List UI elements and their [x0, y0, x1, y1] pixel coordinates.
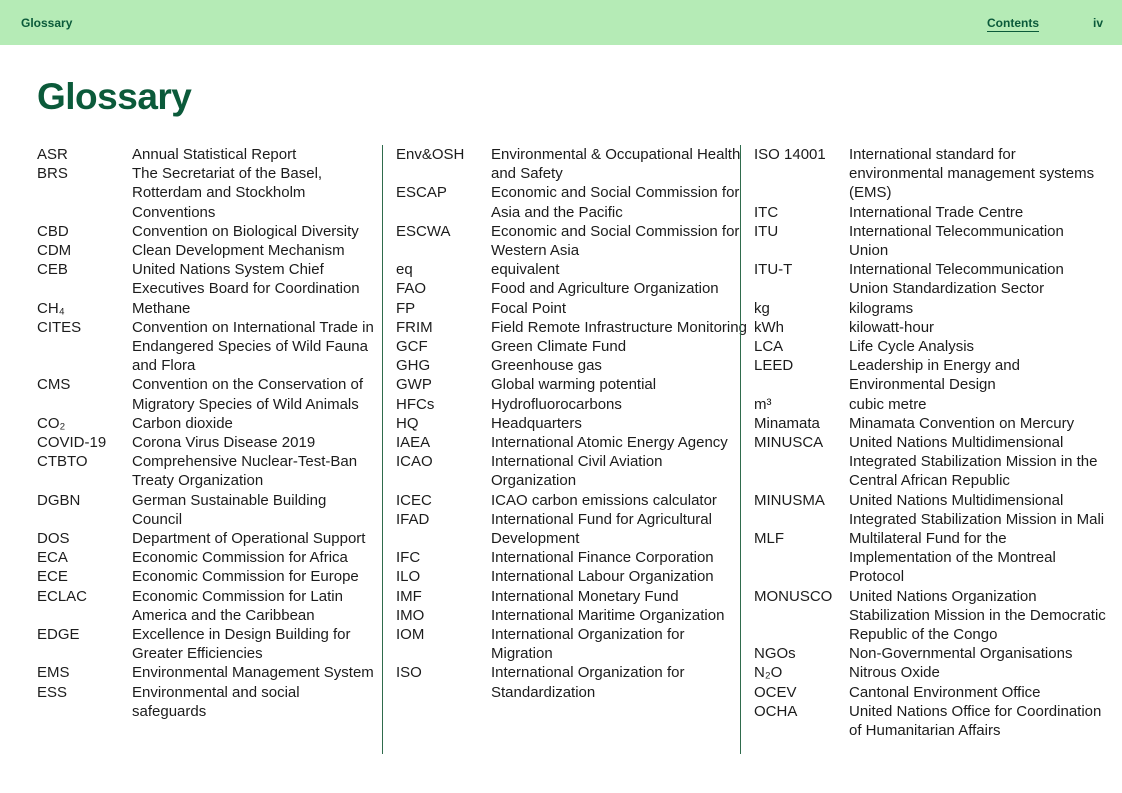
glossary-abbreviation: DGBN [37, 491, 81, 509]
glossary-entry [396, 414, 748, 433]
glossary-entry [37, 587, 377, 625]
glossary-abbreviation: GCF [396, 338, 428, 356]
glossary-definition: Economic Commission for Latin America and the Caribbean [132, 587, 343, 624]
glossary-entry [396, 433, 748, 452]
page-title: Glossary [37, 76, 192, 117]
glossary-definition: United Nations Organization Stabilization Mission in the Democratic Republic of the Congo [849, 587, 1106, 644]
glossary-definition: International Monetary Fund [491, 587, 679, 605]
glossary-abbreviation: N₂O [754, 664, 783, 682]
glossary-definition: Environmental & Occupational Health and Safety [491, 146, 741, 183]
glossary-abbreviation: CH₄ [37, 299, 65, 317]
glossary-definition: German Sustainable Building Council [132, 491, 327, 528]
glossary-entry [396, 299, 748, 318]
glossary-entry [37, 222, 377, 241]
glossary-abbreviation: EMS [37, 664, 70, 682]
glossary-abbreviation: eq [396, 261, 413, 279]
glossary-entry [754, 529, 1106, 587]
glossary-definition: Economic Commission for Europe [132, 568, 359, 586]
glossary-abbreviation: ITC [754, 203, 779, 221]
glossary-definition: Economic Commission for Africa [132, 549, 348, 567]
glossary-abbreviation: DOS [37, 530, 70, 548]
glossary-definition: Convention on the Conservation of Migratory Species of Wild Animals [132, 376, 363, 413]
glossary-definition: Economic and Social Commission for Asia and the Pacific [491, 184, 740, 221]
glossary-abbreviation: IMF [396, 587, 422, 605]
glossary-definition: Headquarters [491, 414, 582, 432]
glossary-abbreviation: GHG [396, 357, 431, 375]
glossary-definition: International Organization for Migration [491, 626, 685, 663]
glossary-entry [396, 548, 748, 567]
glossary-definition: Comprehensive Nuclear-Test-Ban Treaty Organization [132, 453, 358, 490]
glossary-entry [37, 567, 377, 586]
glossary-definition: Cantonal Environment Office [849, 683, 1041, 701]
glossary-definition: Green Climate Fund [491, 338, 627, 356]
glossary-entry [396, 356, 748, 375]
glossary-entry [37, 241, 377, 260]
glossary-abbreviation: Minamata [754, 414, 820, 432]
glossary-definition: Clean Development Mechanism [132, 242, 345, 260]
glossary-entry [396, 222, 748, 260]
glossary-definition: Multilateral Fund for the Implementation of the Montreal Protocol [849, 530, 1056, 586]
glossary-abbreviation: OCEV [754, 683, 797, 701]
glossary-definition: kilograms [849, 299, 914, 317]
glossary-abbreviation: MINUSCA [754, 434, 824, 452]
glossary-abbreviation: ESCAP [396, 184, 447, 202]
glossary-definition: Food and Agriculture Organization [491, 280, 719, 298]
glossary-abbreviation: ECLAC [37, 587, 88, 605]
glossary-abbreviation: ISO 14001 [754, 146, 826, 163]
top-bar [0, 0, 1122, 45]
glossary-entry [396, 395, 748, 414]
glossary-definition: Field Remote Infrastructure Monitoring [491, 318, 747, 336]
glossary-abbreviation: MONUSCO [754, 587, 833, 605]
glossary-entry [37, 145, 377, 164]
glossary-entry [396, 606, 748, 625]
glossary-entry [754, 683, 1106, 702]
glossary-abbreviation: Env&OSH [396, 146, 465, 163]
glossary-entry [754, 203, 1106, 222]
glossary-abbreviation: CITES [37, 318, 82, 336]
glossary-entry [396, 452, 748, 490]
glossary-definition: Hydrofluorocarbons [491, 395, 622, 413]
glossary-entry [754, 337, 1106, 356]
glossary-entry [754, 145, 1106, 203]
glossary-entry [754, 356, 1106, 394]
glossary-definition: Excellence in Design Building for Greater Efficiencies [132, 626, 351, 663]
glossary-abbreviation: ISO [396, 664, 422, 682]
glossary-entry [396, 183, 748, 221]
glossary-entry [37, 529, 377, 548]
glossary-abbreviation: ICAO [396, 453, 433, 471]
glossary-entry [37, 260, 377, 298]
glossary-definition: Environmental and social safeguards [132, 683, 300, 720]
glossary-abbreviation: BRS [37, 165, 68, 183]
glossary-entry [396, 510, 748, 548]
glossary-abbreviation: IOM [396, 626, 425, 644]
glossary-definition: Environmental Management System [132, 664, 374, 682]
glossary-definition: cubic metre [849, 395, 927, 413]
glossary-abbreviation: ECE [37, 568, 68, 586]
glossary-abbreviation: FAO [396, 280, 427, 298]
glossary-definition: International Fund for Agricultural Development [491, 510, 712, 548]
glossary-entry [396, 375, 748, 394]
glossary-definition: kilowatt-hour [849, 318, 935, 336]
glossary-abbreviation: GWP [396, 376, 432, 394]
glossary-abbreviation: OCHA [754, 702, 798, 720]
glossary-abbreviation: m³ [754, 395, 772, 413]
glossary-abbreviation: ECA [37, 549, 68, 567]
glossary-definition: International Telecommunication Union [849, 222, 1064, 260]
glossary-definition: International Telecommunication Union Standardization Sector [849, 261, 1064, 298]
glossary-definition: Leadership in Energy and Environmental Design [849, 357, 1020, 394]
glossary-entry [754, 395, 1106, 414]
glossary-abbreviation: CEB [37, 261, 68, 279]
glossary-entry [396, 567, 748, 586]
glossary-definition: Minamata Convention on Mercury [849, 414, 1075, 432]
glossary-abbreviation: LEED [754, 357, 794, 375]
glossary-definition: Non-Governmental Organisations [849, 645, 1073, 663]
glossary-abbreviation: ILO [396, 568, 421, 586]
glossary-definition: Life Cycle Analysis [849, 338, 975, 356]
glossary-definition: International Organization for Standardization [491, 664, 685, 701]
glossary-abbreviation: ITU [754, 222, 779, 240]
glossary-definition: Greenhouse gas [491, 357, 602, 375]
glossary-entry [396, 587, 748, 606]
glossary-definition: Nitrous Oxide [849, 664, 940, 682]
glossary-definition: ICAO carbon emissions calculator [491, 491, 717, 509]
glossary-abbreviation: CO₂ [37, 414, 66, 432]
page-number: iv [1093, 16, 1104, 30]
glossary-definition: International Maritime Organization [491, 606, 725, 624]
glossary-entry [754, 663, 1106, 682]
glossary-definition: International Finance Corporation [491, 549, 714, 567]
glossary-abbreviation: LCA [754, 338, 784, 356]
glossary-definition: United Nations Office for Coordination of Humanitarian Affairs [849, 702, 1102, 740]
glossary-definition: International Trade Centre [849, 203, 1024, 221]
glossary-entry [754, 299, 1106, 318]
glossary-definition: Methane [132, 299, 191, 317]
glossary-entry [37, 164, 377, 222]
glossary-definition: International Atomic Energy Agency [491, 434, 728, 452]
glossary-column-3 [740, 145, 1106, 754]
section-label: Glossary [21, 16, 73, 30]
glossary-abbreviation: HQ [396, 414, 419, 432]
glossary-definition: Carbon dioxide [132, 414, 233, 432]
glossary-definition: Annual Statistical Report [132, 146, 297, 163]
glossary-definition: Convention on International Trade in Endangered Species of Wild Fauna and Flora [132, 318, 374, 375]
glossary-abbreviation: IMO [396, 606, 425, 624]
glossary-abbreviation: COVID-19 [37, 434, 107, 452]
glossary-entry [37, 625, 377, 663]
glossary-entry [754, 433, 1106, 491]
glossary-abbreviation: kWh [754, 318, 784, 336]
glossary-abbreviation: EDGE [37, 626, 80, 644]
glossary-definition: United Nations Multidimensional Integrated Stabilization Mission in the Central African Republic [849, 434, 1098, 490]
glossary-entry [396, 663, 748, 701]
glossary-definition: International Labour Organization [491, 568, 714, 586]
glossary-entry [37, 433, 377, 452]
glossary-definition: Economic and Social Commission for Western Asia [491, 222, 740, 260]
glossary-entry [396, 279, 748, 298]
glossary-definition: equivalent [491, 261, 560, 279]
glossary-abbreviation: ITU-T [754, 261, 793, 279]
glossary-abbreviation: IFAD [396, 510, 430, 528]
glossary-entry [754, 414, 1106, 433]
glossary-entry [396, 318, 748, 337]
glossary-abbreviation: HFCs [396, 395, 435, 413]
glossary-entry [37, 375, 377, 413]
glossary-abbreviation: ICEC [396, 491, 432, 509]
glossary-abbreviation: kg [754, 299, 770, 317]
glossary-abbreviation: NGOs [754, 645, 796, 663]
glossary-entry [37, 318, 377, 376]
glossary-abbreviation: CBD [37, 222, 69, 240]
glossary-entry [754, 260, 1106, 298]
glossary-abbreviation: ASR [37, 146, 68, 163]
glossary-entry [37, 414, 377, 433]
glossary-entry [37, 452, 377, 490]
glossary-entry [754, 702, 1106, 740]
glossary-entry [754, 644, 1106, 663]
glossary-entry [754, 222, 1106, 260]
glossary-entry [754, 587, 1106, 645]
glossary-definition: Department of Operational Support [132, 530, 366, 548]
glossary-column-2 [382, 145, 748, 754]
glossary-abbreviation: CDM [37, 242, 72, 260]
glossary-entry [396, 337, 748, 356]
glossary-entry [37, 548, 377, 567]
glossary-definition: Global warming potential [491, 376, 657, 394]
glossary-definition: Focal Point [491, 299, 567, 317]
glossary-entry [37, 683, 377, 721]
glossary-column-1 [37, 145, 377, 721]
glossary-entry [396, 145, 748, 183]
glossary-definition: Convention on Biological Diversity [132, 222, 359, 240]
glossary-abbreviation: ESCWA [396, 222, 451, 240]
glossary-definition: United Nations System Chief Executives Board for Coordination [132, 261, 360, 298]
contents-link[interactable]: Contents [987, 16, 1039, 30]
glossary-definition: The Secretariat of the Basel, Rotterdam and Stockholm Conventions [132, 165, 323, 221]
glossary-entry [37, 663, 377, 682]
glossary-abbreviation: CTBTO [37, 453, 88, 471]
glossary-entry [396, 491, 748, 510]
glossary-entry [396, 260, 748, 279]
glossary-definition: International standard for environmental management systems (EMS) [849, 146, 1095, 202]
glossary-entry [754, 318, 1106, 337]
glossary-abbreviation: ESS [37, 683, 68, 701]
glossary-abbreviation: FRIM [396, 318, 433, 336]
glossary-entry [37, 491, 377, 529]
glossary-abbreviation: MINUSMA [754, 491, 825, 509]
glossary-definition: United Nations Multidimensional Integrated Stabilization Mission in Mali [849, 491, 1105, 528]
glossary-definition: International Civil Aviation Organization [491, 453, 663, 490]
glossary-abbreviation: IAEA [396, 434, 431, 452]
glossary-abbreviation: MLF [754, 530, 784, 548]
glossary-entry [754, 491, 1106, 529]
glossary-abbreviation: IFC [396, 549, 421, 567]
glossary-abbreviation: FP [396, 299, 416, 317]
glossary-entry [396, 625, 748, 663]
glossary-definition: Corona Virus Disease 2019 [132, 434, 316, 452]
glossary-entry [37, 299, 377, 318]
glossary-abbreviation: CMS [37, 376, 71, 394]
